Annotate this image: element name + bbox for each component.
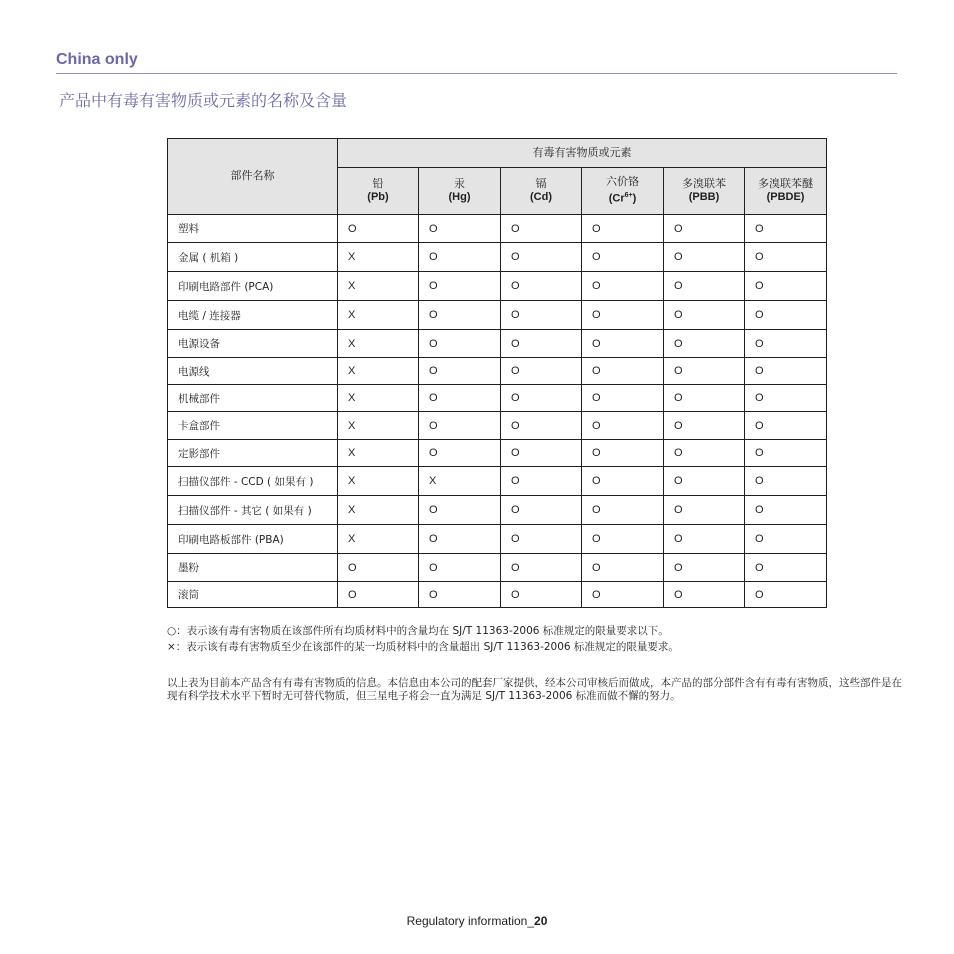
mark-cell: O xyxy=(664,467,745,496)
mark-cell: O xyxy=(338,554,419,582)
part-name-cell: 电缆 / 连接器 xyxy=(168,301,338,330)
mark-cell: O xyxy=(582,301,664,330)
substance-symbol: (Pb) xyxy=(367,191,389,203)
mark-cell: O xyxy=(419,243,501,272)
footer-label: Regulatory information_ xyxy=(406,914,535,928)
mark-cell: X xyxy=(338,243,419,272)
part-name-cell: 卡盒部件 xyxy=(168,412,338,440)
mark-cell: O xyxy=(582,525,664,554)
mark-cell: O xyxy=(582,582,664,608)
substance-header-mercury xyxy=(419,168,501,215)
mark-cell: O xyxy=(419,301,501,330)
table-row xyxy=(168,496,827,525)
substance-symbol: (Cr xyxy=(608,192,625,205)
part-name-cell: 定影部件 xyxy=(168,440,338,467)
mark-cell: O xyxy=(664,301,745,330)
table-row xyxy=(168,330,827,358)
substance-header-pbb xyxy=(664,168,745,215)
substance-symbol-end: ) xyxy=(632,192,637,205)
table-row xyxy=(168,385,827,412)
mark-cell: O xyxy=(664,385,745,412)
mark-cell: O xyxy=(501,385,582,412)
substance-name: 镉 xyxy=(535,178,547,190)
mark-cell: O xyxy=(419,412,501,440)
substance-header-chromium xyxy=(582,168,664,215)
mark-cell: O xyxy=(338,215,419,243)
mark-cell: O xyxy=(664,582,745,608)
page-subtitle: 产品中有毒有害物质或元素的名称及含量 xyxy=(59,91,348,110)
table-row xyxy=(168,358,827,385)
mark-cell: O xyxy=(745,215,827,243)
substance-name: 多溴联苯 xyxy=(682,178,726,190)
mark-cell: O xyxy=(501,467,582,496)
substance-name: 铅 xyxy=(372,178,384,190)
mark-cell: O xyxy=(664,330,745,358)
substance-symbol: (Cd) xyxy=(530,191,552,203)
section-divider xyxy=(56,73,897,74)
part-name-cell: 扫描仪部件 - CCD ( 如果有 ) xyxy=(168,467,338,496)
substance-name: 汞 xyxy=(454,178,465,190)
mark-cell: O xyxy=(745,467,827,496)
mark-cell: O xyxy=(419,554,501,582)
part-name-cell: 滚筒 xyxy=(168,582,338,608)
mark-cell: O xyxy=(664,554,745,582)
substance-symbol: (PBB) xyxy=(688,191,720,203)
substance-symbol: (Hg) xyxy=(448,191,471,203)
mark-cell: X xyxy=(338,358,419,385)
disclaimer-paragraph: 以上表为目前本产品含有有毒有害物质的信息。本信息由本公司的配套厂家提供，经本公司审核后而做成，本产品的部分部件含有有毒有害物质，这些部件是在现有科学技术水平下暂时无可替代物质，但三星电子将会一直为满足 SJ/T 11363-2006 标准而做不懈的努力。 xyxy=(167,677,902,702)
mark-cell: O xyxy=(501,330,582,358)
note-exceeds: ×：表示该有毒有害物质至少在该部件的某一均质材料中的含量超出 SJ/T 11363-2006 标准规定的限量要求。 xyxy=(167,641,679,653)
mark-cell: X xyxy=(338,525,419,554)
table-row xyxy=(168,440,827,467)
mark-cell: O xyxy=(664,440,745,467)
mark-cell: X xyxy=(338,301,419,330)
mark-cell: O xyxy=(582,385,664,412)
substance-header-lead xyxy=(338,168,419,215)
mark-cell: X xyxy=(419,467,501,496)
mark-cell: O xyxy=(419,385,501,412)
mark-cell: O xyxy=(501,525,582,554)
mark-cell: O xyxy=(582,554,664,582)
mark-cell: O xyxy=(664,243,745,272)
table-body xyxy=(168,215,827,608)
part-name-cell: 扫描仪部件 - 其它 ( 如果有 ) xyxy=(168,496,338,525)
mark-cell: O xyxy=(745,554,827,582)
mark-cell: O xyxy=(745,440,827,467)
mark-cell: O xyxy=(664,412,745,440)
mark-cell: O xyxy=(501,412,582,440)
part-name-cell: 机械部件 xyxy=(168,385,338,412)
mark-cell: O xyxy=(419,330,501,358)
mark-cell: O xyxy=(745,301,827,330)
substance-header-cadmium xyxy=(501,168,582,215)
mark-cell: O xyxy=(501,554,582,582)
part-name-cell: 墨粉 xyxy=(168,554,338,582)
mark-cell: O xyxy=(501,243,582,272)
mark-cell: O xyxy=(419,358,501,385)
page-number: 20 xyxy=(534,914,548,928)
mark-cell: O xyxy=(338,582,419,608)
mark-cell: O xyxy=(582,440,664,467)
mark-cell: O xyxy=(419,215,501,243)
part-name-cell: 塑料 xyxy=(168,215,338,243)
mark-cell: O xyxy=(419,582,501,608)
mark-cell: O xyxy=(745,330,827,358)
mark-cell: O xyxy=(582,243,664,272)
mark-cell: O xyxy=(745,496,827,525)
section-title: China only xyxy=(56,51,138,68)
part-name-cell: 金属 ( 机箱 ) xyxy=(168,243,338,272)
mark-cell: X xyxy=(338,496,419,525)
mark-cell: O xyxy=(745,358,827,385)
part-name-cell: 印刷电路部件 (PCA) xyxy=(168,272,338,301)
mark-cell: O xyxy=(501,215,582,243)
mark-cell: O xyxy=(582,412,664,440)
mark-cell: X xyxy=(338,385,419,412)
mark-cell: O xyxy=(582,330,664,358)
mark-cell: X xyxy=(338,272,419,301)
mark-cell: O xyxy=(745,412,827,440)
substance-name: 六价铬 xyxy=(606,176,639,189)
mark-cell: X xyxy=(338,412,419,440)
part-name-cell: 电源线 xyxy=(168,358,338,385)
table-row xyxy=(168,525,827,554)
substance-group-header: 有毒有害物质或元素 xyxy=(338,139,827,168)
substance-symbol-superscript: 6+ xyxy=(624,192,633,200)
mark-cell: O xyxy=(501,496,582,525)
mark-cell: O xyxy=(664,525,745,554)
mark-cell: O xyxy=(664,496,745,525)
substance-symbol-group xyxy=(582,189,663,206)
mark-cell: O xyxy=(501,301,582,330)
mark-cell: O xyxy=(582,215,664,243)
table-row xyxy=(168,215,827,243)
table-row xyxy=(168,467,827,496)
mark-cell: O xyxy=(664,358,745,385)
mark-cell: O xyxy=(745,272,827,301)
page-footer xyxy=(0,914,954,928)
legend-notes xyxy=(167,623,679,655)
table-row xyxy=(168,272,827,301)
mark-cell: O xyxy=(419,272,501,301)
hazardous-substances-table xyxy=(167,138,827,608)
table-row xyxy=(168,243,827,272)
table-row xyxy=(168,301,827,330)
mark-cell: O xyxy=(664,272,745,301)
mark-cell: O xyxy=(501,272,582,301)
mark-cell: O xyxy=(419,525,501,554)
mark-cell: O xyxy=(582,467,664,496)
mark-cell: O xyxy=(501,440,582,467)
mark-cell: O xyxy=(745,525,827,554)
table-row xyxy=(168,582,827,608)
mark-cell: O xyxy=(419,440,501,467)
part-name-cell: 印刷电路板部件 (PBA) xyxy=(168,525,338,554)
mark-cell: X xyxy=(338,330,419,358)
mark-cell: O xyxy=(501,358,582,385)
substance-name: 多溴联苯醚 xyxy=(758,178,814,190)
table-row xyxy=(168,554,827,582)
mark-cell: O xyxy=(582,496,664,525)
mark-cell: X xyxy=(338,467,419,496)
mark-cell: O xyxy=(582,358,664,385)
part-name-cell: 电源设备 xyxy=(168,330,338,358)
mark-cell: O xyxy=(745,582,827,608)
mark-cell: O xyxy=(501,582,582,608)
mark-cell: O xyxy=(664,215,745,243)
mark-cell: O xyxy=(745,243,827,272)
note-compliant: ○：表示该有毒有害物质在该部件所有均质材料中的含量均在 SJ/T 11363-2006 标准规定的限量要求以下。 xyxy=(167,625,669,637)
mark-cell: O xyxy=(745,385,827,412)
mark-cell: X xyxy=(338,440,419,467)
mark-cell: O xyxy=(582,272,664,301)
substance-symbol: (PBDE) xyxy=(766,191,805,203)
part-name-header: 部件名称 xyxy=(168,139,338,215)
mark-cell: O xyxy=(419,496,501,525)
substance-header-pbde xyxy=(745,168,827,215)
table-row xyxy=(168,412,827,440)
